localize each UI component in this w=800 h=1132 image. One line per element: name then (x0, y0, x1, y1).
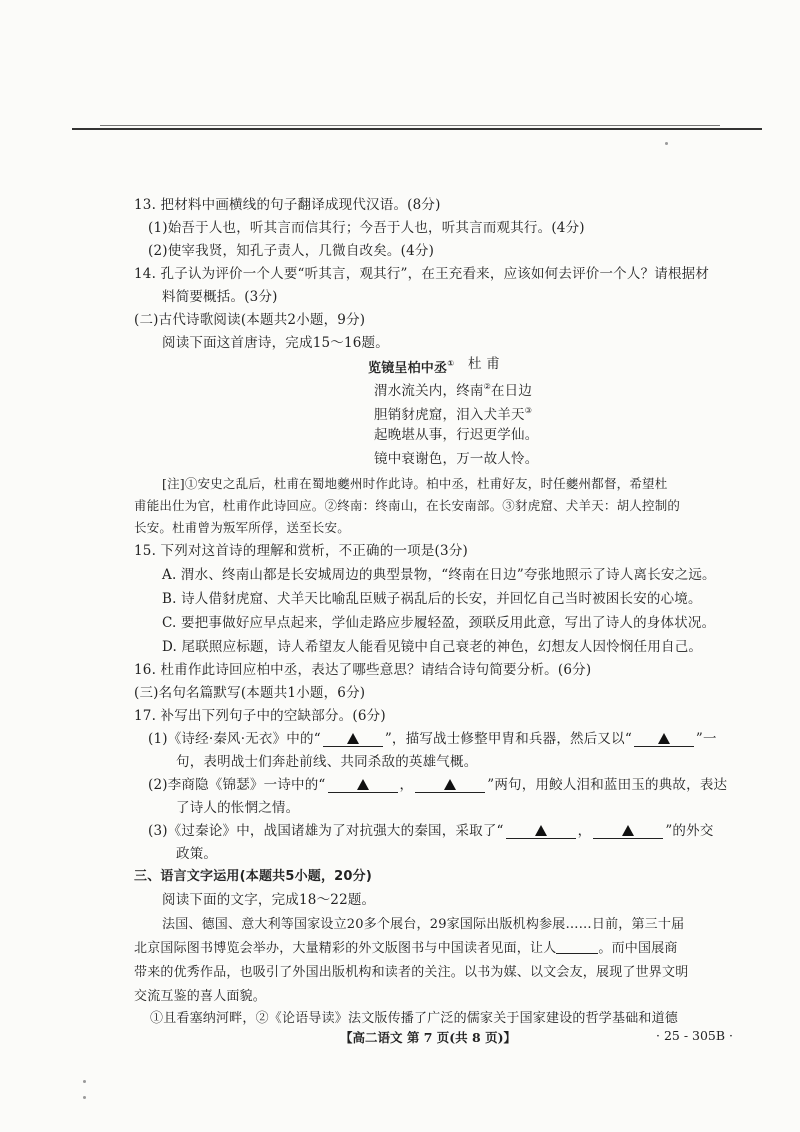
part-three-heading: 三、语言文字运用(本题共5小题，20分) (134, 869, 373, 884)
question-15-option-b: B. 诗人借豺虎窟、犬羊天比喻乱臣贼子祸乱后的长安，并回忆自己当时被困长安的心境。 (162, 591, 702, 607)
passage-line-2-a: 北京国际图书博览会举办，大量精彩的外文版图书与中国读者见面，让人 (134, 941, 557, 956)
section-poetry-instruction: 阅读下面这首唐诗，完成15～16题。 (162, 335, 389, 351)
passage-line-4: 交流互鉴的喜人面貌。 (134, 989, 267, 1004)
q17-2-text-c: ”两句，用鲛人泪和蓝田玉的典故，表达 (487, 777, 728, 793)
poem-line-3: 起晚堪从事，行迟更学仙。 (374, 427, 539, 443)
poem-line-4: 镜中衰谢色，万一故人怜。 (374, 451, 539, 467)
triangle-icon (535, 825, 547, 836)
q17-1-text-a: (1)《诗经·秦风·无衣》中的“ (148, 731, 321, 747)
triangle-icon (347, 733, 359, 744)
poem-line-2-a: 胆销豺虎窟，泪入犬羊天 (374, 407, 525, 423)
passage-line-3: 带来的优秀作品，也吸引了外国出版机构和读者的关注。以书为媒、以文会友，展现了世界文明 (134, 965, 689, 980)
section-recitation-heading: (三)名句名篇默写(本题共1小题，6分) (134, 685, 366, 701)
passage-line-2 (134, 940, 678, 958)
question-17: 17. 补写出下列句子中的空缺部分。(6分) (134, 708, 386, 724)
question-13: 13. 把材料中画横线的句子翻译成现代汉语。(8分) (134, 197, 441, 213)
scan-speck (665, 142, 668, 145)
poem-notes-line-1: [注]①安史之乱后，杜甫在蜀地夔州时作此诗。柏中丞，杜甫好友，时任夔州都督，希望杜 (162, 476, 668, 491)
passage-line-1: 法国、德国、意大利等国家设立20多个展台，29家国际出版机构参展……日前，第三十届 (162, 917, 685, 932)
header-rule (72, 128, 762, 130)
poem-title-text: 览镜呈柏中丞 (368, 361, 448, 376)
question-13-part-2: (2)使宰我贤，知孔子责人，几微自改矣。(4分) (148, 243, 435, 259)
poem-title-note-mark: ① (447, 359, 455, 368)
question-15: 15. 下列对这首诗的理解和赏析，不正确的一项是(3分) (134, 543, 468, 559)
question-15-option-d: D. 尾联照应标题，诗人希望友人能看见镜中自己衰老的神色，幻想友人因怜悯任用自己。 (162, 639, 703, 655)
poem-notes-line-3: 长安。杜甫曾为叛军所俘，送至长安。 (134, 520, 350, 535)
q17-1-text-c: ”一 (695, 731, 717, 747)
triangle-icon (658, 733, 670, 744)
passage-line-5: ①且看塞纳河畔，②《论语导读》法文版传播了广泛的儒家关于国家建设的哲学基础和道德 (150, 1011, 679, 1026)
poem-line-1-b: 在日边 (490, 383, 533, 399)
triangle-icon (622, 825, 634, 836)
poem-line-2 (374, 402, 532, 424)
answer-blank (506, 824, 576, 839)
question-17-part-2-cont: 了诗人的怅惘之情。 (176, 800, 300, 816)
question-16: 16. 杜甫作此诗回应柏中丞，表达了哪些意思？请结合诗句简要分析。(6分) (134, 662, 592, 678)
q17-1-text-b: ”，描写战士修整甲胄和兵器，然后又以“ (384, 731, 632, 747)
footer-page-info: 【高二语文 第 7 页(共 8 页)】 (340, 1030, 516, 1045)
q17-3-text-c: ”的外交 (665, 823, 714, 839)
part-three-instruction: 阅读下面的文字，完成18～22题。 (162, 892, 376, 908)
q17-3-comma: ， (577, 823, 592, 839)
answer-blank (593, 824, 663, 839)
poem-line-1-a: 渭水流关内，终南 (374, 383, 484, 399)
poem-line-1 (374, 378, 532, 400)
question-15-option-c: C. 要把事做好应早点起来，学仙走路应步履轻盈，颈联反用此意，写出了诗人的身体状况。 (162, 615, 716, 631)
question-17-part-1-cont: 句，表明战士们奔赴前线、共同杀敌的英雄气概。 (176, 754, 478, 770)
q17-3-text-a: (3)《过秦论》中，战国诸雄为了对抗强大的秦国，采取了“ (148, 823, 504, 839)
answer-blank (634, 732, 694, 747)
poem-line-1-note-mark: ② (483, 382, 491, 391)
poem-line-2-note-mark: ③ (524, 406, 533, 415)
answer-blank (323, 732, 383, 747)
question-14-line-1: 14. 孔子认为评价一个人要“听其言，观其行”，在王充看来，应该如何去评价一个人？请根据材 (134, 266, 710, 282)
answer-blank (415, 778, 485, 793)
passage-line-2-b: 。而中国展商 (598, 941, 678, 956)
scan-speck (83, 1096, 86, 1099)
question-17-part-3-cont: 政策。 (176, 846, 218, 862)
question-14-line-2: 料简要概括。(3分) (162, 289, 278, 305)
question-15-option-a: A. 渭水、终南山都是长安城周边的典型景物，“终南在日边”夸张地照示了诗人离长安之远。 (162, 567, 716, 583)
footer-code: · 25 - 305B · (656, 1028, 734, 1043)
question-13-part-1: (1)始吾于人也，听其言而信其行；今吾于人也，听其言而观其行。(4分) (148, 220, 585, 236)
passage-blank (556, 941, 598, 954)
answer-blank (328, 778, 398, 793)
q17-2-text-a: (2)李商隐《锦瑟》一诗中的“ (148, 777, 326, 793)
question-17-part-1 (148, 730, 717, 748)
triangle-icon (444, 779, 456, 790)
q17-2-comma: ， (399, 777, 414, 793)
question-17-part-2 (148, 776, 727, 794)
header-rule-thin (100, 125, 720, 126)
scan-speck (83, 1080, 86, 1083)
triangle-icon (357, 779, 369, 790)
poem-notes-line-2: 甫能出仕为官，杜甫作此诗回应。②终南：终南山，在长安南部。③豺虎窟、犬羊天：胡人控制的 (134, 498, 681, 513)
question-17-part-3 (148, 822, 714, 840)
section-poetry-heading: (二)古代诗歌阅读(本题共2小题，9分) (134, 312, 366, 328)
poem-title (368, 355, 454, 378)
poem-author: 杜 甫 (468, 356, 500, 372)
